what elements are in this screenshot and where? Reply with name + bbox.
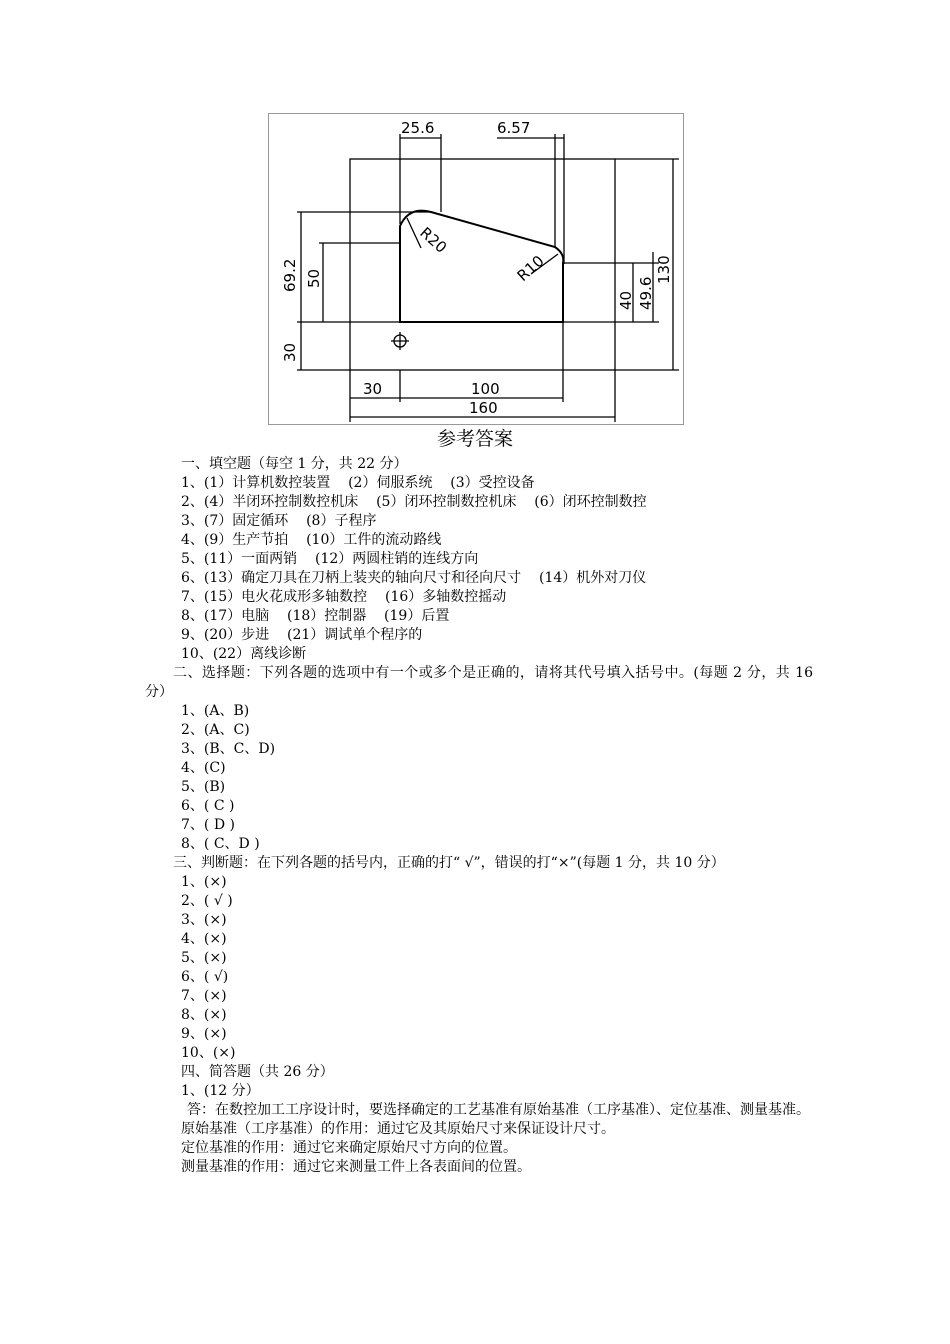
s1-item-10: 10、(22）离线诊断 bbox=[181, 646, 307, 662]
section2-heading: 二、选择题：下列各题的选项中有一个或多个是正确的，请将其代号填入括号中。(每题 2 分，共 16 分） bbox=[145, 665, 813, 700]
s1-item-5: 5、(11）一面两销 (12）两圆柱销的连线方向 bbox=[181, 551, 479, 567]
s2-item-4: 4、(C) bbox=[181, 760, 226, 776]
s1-item-2: 2、(4）半闭环控制数控机床 (5）闭环控制数控机床 (6）闭环控制数控 bbox=[181, 494, 647, 510]
s1-item-8: 8、(17）电脑 (18）控制器 (19）后置 bbox=[181, 608, 450, 624]
s3-item-4: 4、(×) bbox=[181, 931, 227, 947]
part-drawing-svg bbox=[269, 114, 685, 426]
dim-40: 40 bbox=[617, 290, 635, 310]
s1-item-3: 3、(7）固定循环 (8）子程序 bbox=[181, 513, 377, 529]
page-title: 参考答案 bbox=[436, 428, 513, 450]
s3-item-7: 7、(×) bbox=[181, 988, 227, 1004]
dim-30-left: 30 bbox=[281, 342, 299, 362]
s4-point-3: 测量基准的作用：通过它来测量工件上各表面间的位置。 bbox=[181, 1159, 531, 1175]
s1-item-6: 6、(13）确定刀具在刀柄上装夹的轴向尺寸和径向尺寸 (14）机外对刀仪 bbox=[181, 570, 647, 586]
s3-item-3: 3、(×) bbox=[181, 912, 227, 928]
dim-25-6: 25.6 bbox=[401, 119, 435, 137]
s3-item-5: 5、(×) bbox=[181, 950, 227, 966]
s4-point-2: 定位基准的作用：通过它来确定原始尺寸方向的位置。 bbox=[181, 1140, 517, 1156]
s4-q1-label: 1、(12 分） bbox=[181, 1083, 260, 1099]
s1-item-1: 1、(1）计算机数控装置 (2）伺服系统 (3）受控设备 bbox=[181, 475, 535, 491]
s2-item-5: 5、(B) bbox=[181, 779, 226, 795]
section4-heading: 四、简答题（共 26 分） bbox=[181, 1064, 334, 1080]
answer-content bbox=[145, 455, 813, 1177]
engineering-drawing bbox=[268, 113, 684, 425]
dim-r10: R10 bbox=[513, 251, 548, 285]
s4-q1-answer: 答：在数控加工工序设计时，要选择确定的工艺基准有原始基准（工序基准）、定位基准、测量基准。 bbox=[187, 1102, 810, 1118]
s2-item-8: 8、( C、D ) bbox=[181, 836, 260, 852]
s1-item-7: 7、(15）电火花成形多轴数控 (16）多轴数控摇动 bbox=[181, 589, 507, 605]
section3-heading: 三、判断题：在下列各题的括号内，正确的打“ √”，错误的打“×”(每题 1 分，共 10 分） bbox=[173, 855, 725, 871]
s2-item-2: 2、(A、C) bbox=[181, 722, 250, 738]
s3-item-10: 10、(×) bbox=[181, 1045, 236, 1061]
s3-item-9: 9、(×) bbox=[181, 1026, 227, 1042]
s3-item-2: 2、( √ ) bbox=[181, 893, 233, 909]
s3-item-1: 1、(×) bbox=[181, 874, 227, 890]
s2-item-1: 1、(A、B) bbox=[181, 703, 250, 719]
dim-6-57: 6.57 bbox=[497, 119, 531, 137]
s4-point-1: 原始基准（工序基准）的作用：通过它及其原始尺寸来保证设计尺寸。 bbox=[181, 1121, 615, 1137]
dim-50: 50 bbox=[305, 268, 323, 288]
section1-heading: 一、填空题（每空 1 分，共 22 分） bbox=[181, 456, 408, 472]
s3-item-6: 6、( √) bbox=[181, 969, 229, 985]
dim-r20: R20 bbox=[416, 223, 451, 257]
dim-160: 160 bbox=[469, 399, 498, 417]
s2-item-7: 7、( D ) bbox=[181, 817, 235, 833]
dim-130: 130 bbox=[655, 255, 673, 284]
s1-item-4: 4、(9）生产节拍 (10）工件的流动路线 bbox=[181, 532, 442, 548]
s2-item-6: 6、( C ) bbox=[181, 798, 235, 814]
s3-item-8: 8、(×) bbox=[181, 1007, 227, 1023]
dim-30-bottom: 30 bbox=[363, 380, 383, 398]
dim-100: 100 bbox=[471, 380, 500, 398]
s2-item-3: 3、(B、C、D) bbox=[181, 741, 276, 757]
dim-69-2: 69.2 bbox=[281, 258, 299, 292]
s1-item-9: 9、(20）步进 (21）调试单个程序的 bbox=[181, 627, 423, 643]
stock-outline bbox=[350, 159, 615, 370]
dim-49-6: 49.6 bbox=[637, 276, 655, 310]
